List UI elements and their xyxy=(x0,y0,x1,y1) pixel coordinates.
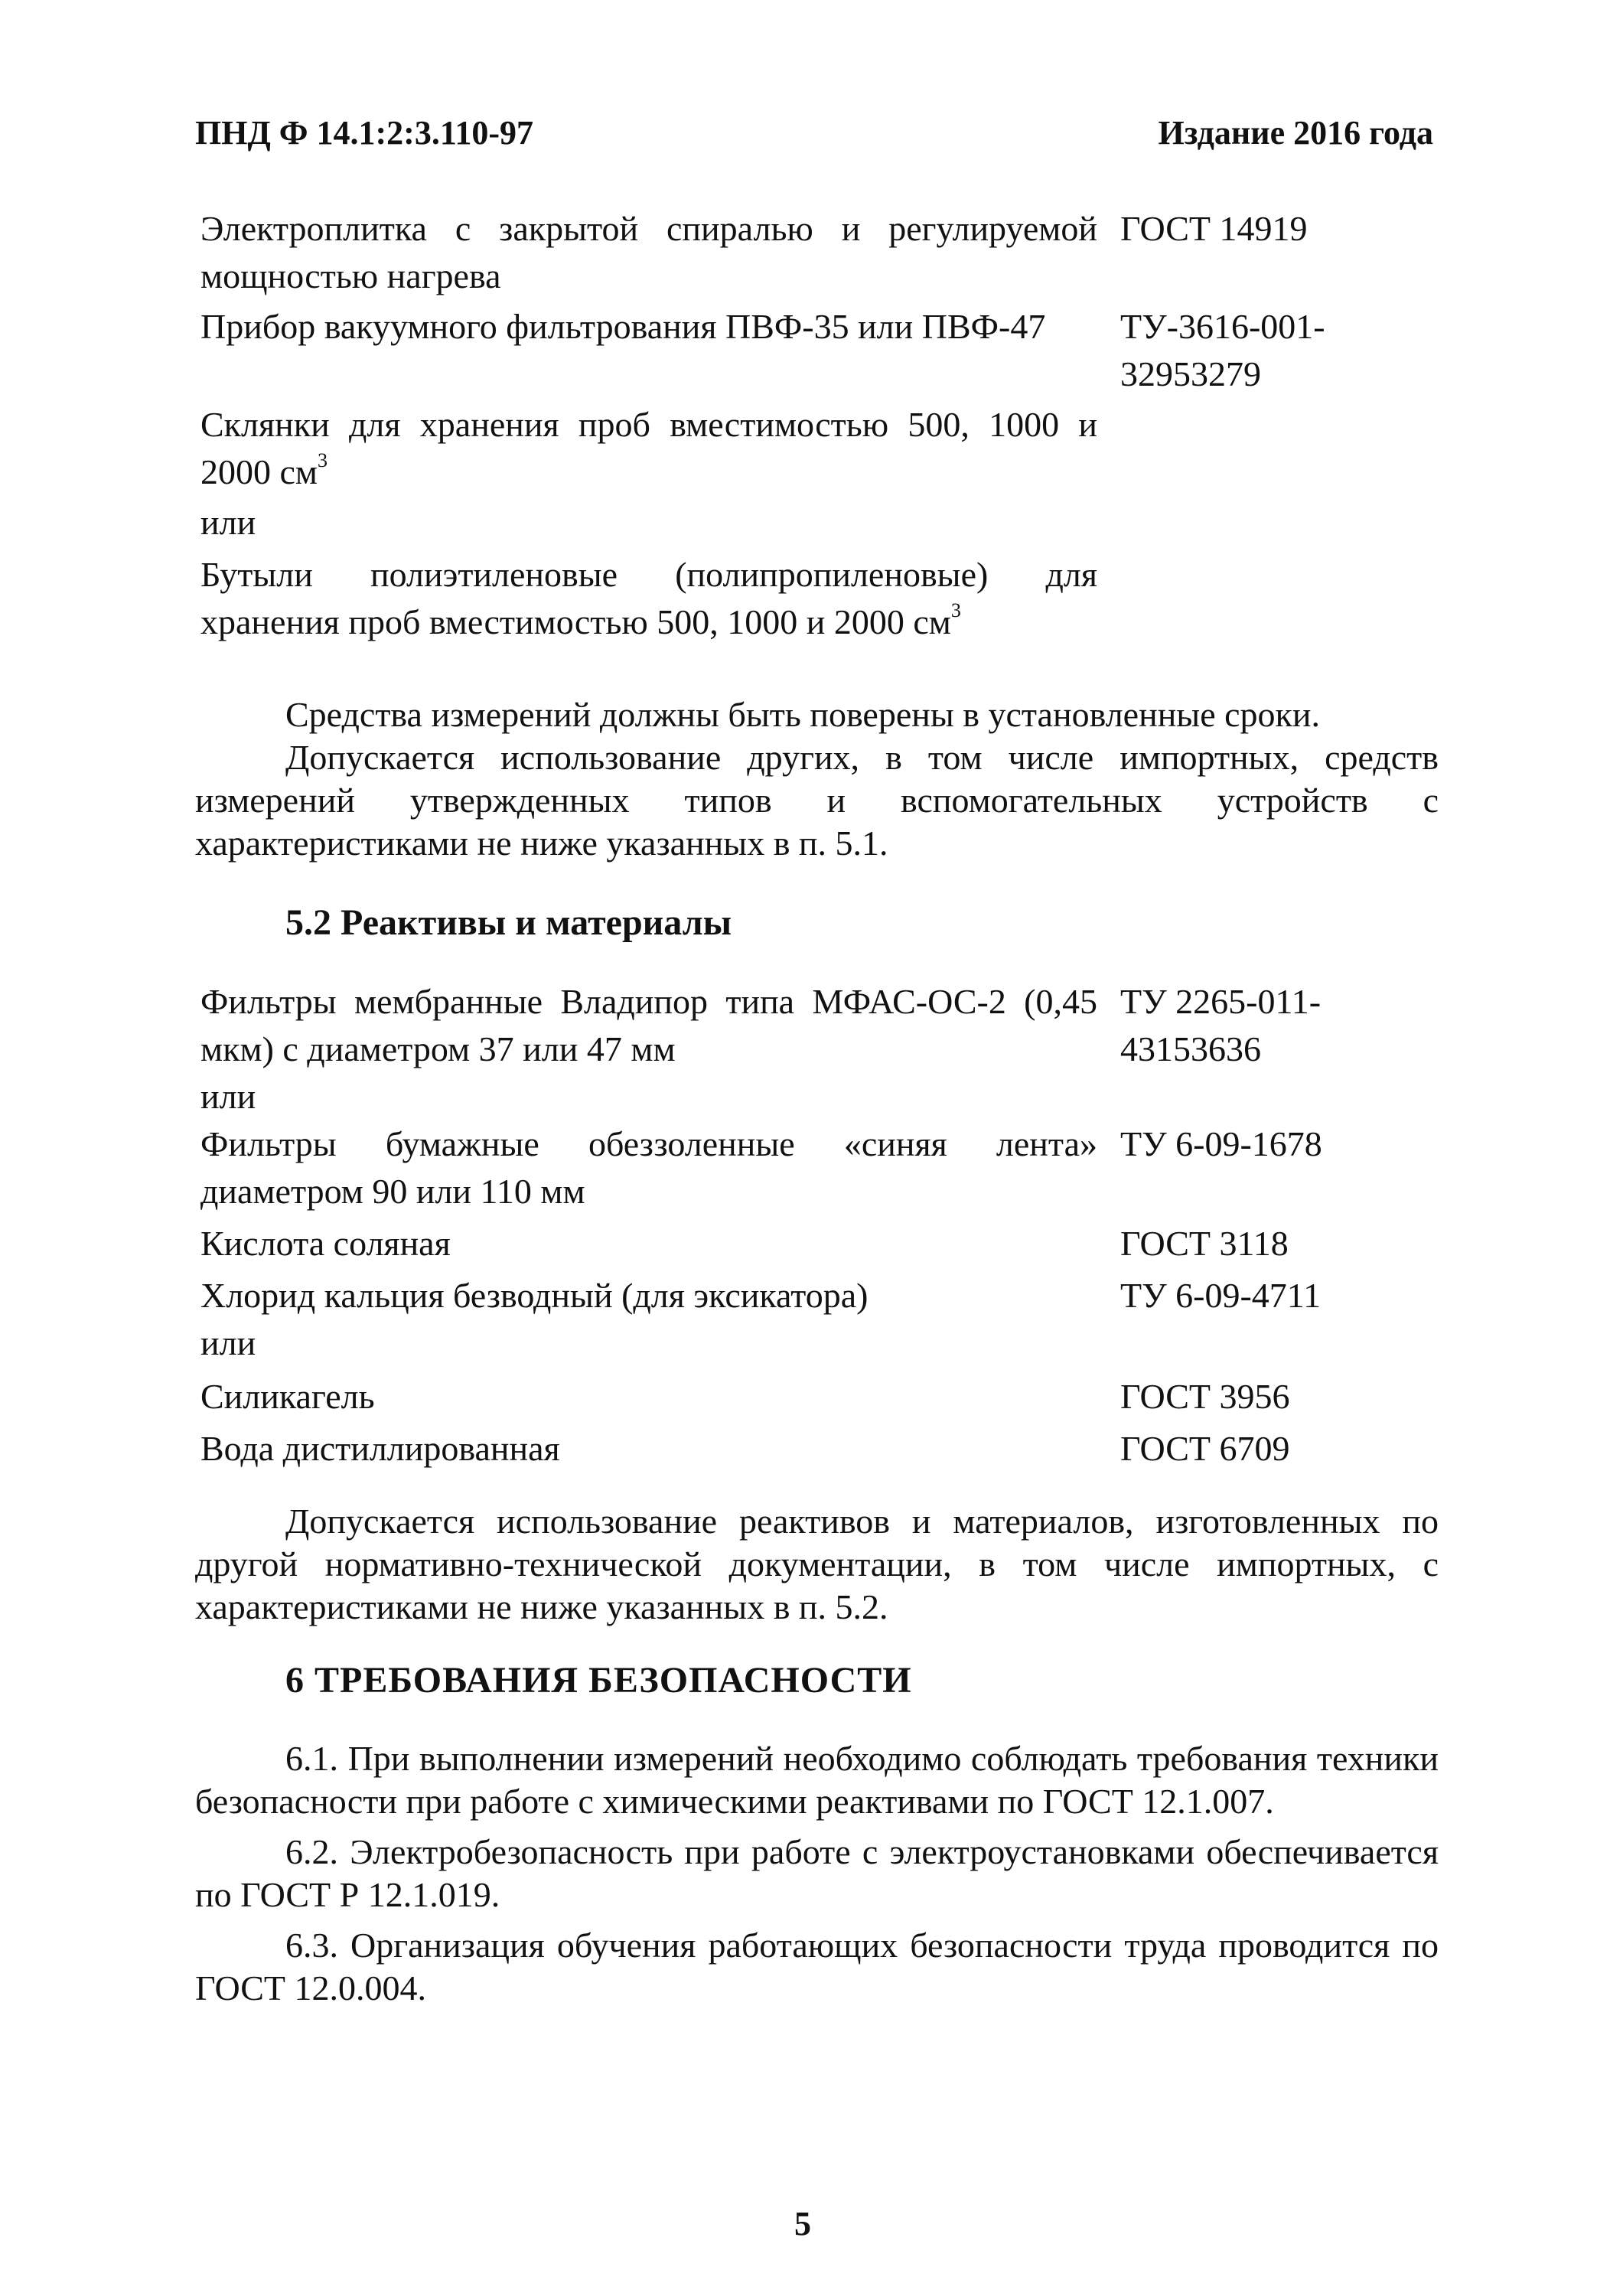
item-standard xyxy=(1097,551,1426,646)
paragraph: Допускается использование других, в том числе импортных, средств измерений утвержденных типов и вспомогательных устройств с характеристиками не ниже указанных в п. 5.1. xyxy=(195,738,1439,863)
item-standard: ГОСТ 3956 xyxy=(1120,1377,1290,1416)
list-item xyxy=(200,1373,1440,1420)
item-name: Склянки для хранения проб вместимостью 500, 1000 и 2000 $см^3$ xyxy=(200,405,1097,491)
item-standard: ТУ-3616-001- 32953279 xyxy=(1120,307,1325,393)
section-heading-6: 6 ТРЕБОВАНИЯ БЕЗОПАСНОСТИ xyxy=(285,1660,912,1701)
item-standard: ТУ 6-09-4711 xyxy=(1120,1276,1322,1315)
item-name: или xyxy=(200,1077,256,1116)
list-item xyxy=(200,205,1440,300)
list-item xyxy=(200,401,1440,496)
item-name: Фильтры мембранные Владипор типа МФАС-ОС-2 (0,45 мкм) с диаметром 37 или 47 мм xyxy=(200,982,1097,1068)
paragraph: 6.3. Организация обучения работающих безопасности труда проводится по ГОСТ 12.0.004. xyxy=(195,1926,1439,2007)
item-standard: ТУ 2265-011- 43153636 xyxy=(1120,982,1322,1068)
document-code: ПНД Ф 14.1:2:3.110-97 xyxy=(195,114,534,152)
item-standard: ТУ 6-09-1678 xyxy=(1120,1124,1322,1163)
reagents-note xyxy=(195,1500,1439,1629)
paragraph: 6.2. Электробезопасность при работе с электроустановками обеспечивается по ГОСТ Р 12.1.019. xyxy=(195,1832,1439,1914)
paragraph: 6.1. При выполнении измерений необходимо соблюдать требования техники безопасности при работе с химическими реактивами по ГОСТ 12.1.007. xyxy=(195,1739,1439,1821)
item-name: Фильтры бумажные обеззоленные «синяя лента» диаметром 90 или 110 мм xyxy=(200,1124,1097,1211)
item-name: Кислота соляная xyxy=(200,1224,451,1263)
list-item xyxy=(200,1425,1440,1473)
list-item xyxy=(200,978,1440,1073)
list-item xyxy=(200,1220,1440,1267)
equipment-list xyxy=(200,205,1440,646)
item-standard xyxy=(1097,1073,1426,1120)
safety-requirements xyxy=(195,1737,1439,2010)
reagents-list xyxy=(200,978,1440,1473)
item-name: Прибор вакуумного фильтрования ПВФ-35 или ПВФ-47 xyxy=(200,307,1046,346)
item-standard: ГОСТ 3118 xyxy=(1120,1224,1289,1263)
item-standard xyxy=(1097,401,1426,496)
list-item xyxy=(200,1120,1440,1215)
paragraph: Допускается использование реактивов и материалов, изготовленных по другой нормативно-технической документации, в том числе импортных, с характеристиками не ниже указанных в п. 5.2. xyxy=(195,1502,1439,1626)
paragraph: Средства измерений должны быть поверены в установленные сроки. xyxy=(285,695,1321,734)
list-item xyxy=(200,1319,1440,1367)
list-item xyxy=(200,303,1440,398)
item-name: или xyxy=(200,1323,256,1362)
item-standard: ГОСТ 6709 xyxy=(1120,1429,1290,1468)
item-standard xyxy=(1097,499,1426,546)
item-name: Электроплитка с закрытой спиралью и регулируемой мощностью нагрева xyxy=(200,209,1097,295)
page-number: 5 xyxy=(794,2205,811,2242)
item-name: Хлорид кальция безводный (для эксикатора) xyxy=(200,1276,869,1315)
item-standard: ГОСТ 14919 xyxy=(1120,209,1308,248)
item-name: Бутыли полиэтиленовые (полипропиленовые) для хранения проб вместимостью 500, 1000 и 2000 $см^3$ xyxy=(200,555,1097,641)
item-standard xyxy=(1097,1319,1426,1367)
item-name: Вода дистиллированная xyxy=(200,1429,560,1468)
list-item xyxy=(200,1073,1440,1120)
measurement-note xyxy=(195,693,1439,865)
list-item xyxy=(200,499,1440,546)
item-name: Силикагель xyxy=(200,1377,375,1416)
item-name: или xyxy=(200,503,256,542)
section-heading-5-2: 5.2 Реактивы и материалы xyxy=(285,902,732,943)
list-item xyxy=(200,1272,1440,1319)
edition-label: Издание 2016 года xyxy=(1158,114,1433,152)
list-item xyxy=(200,551,1440,646)
